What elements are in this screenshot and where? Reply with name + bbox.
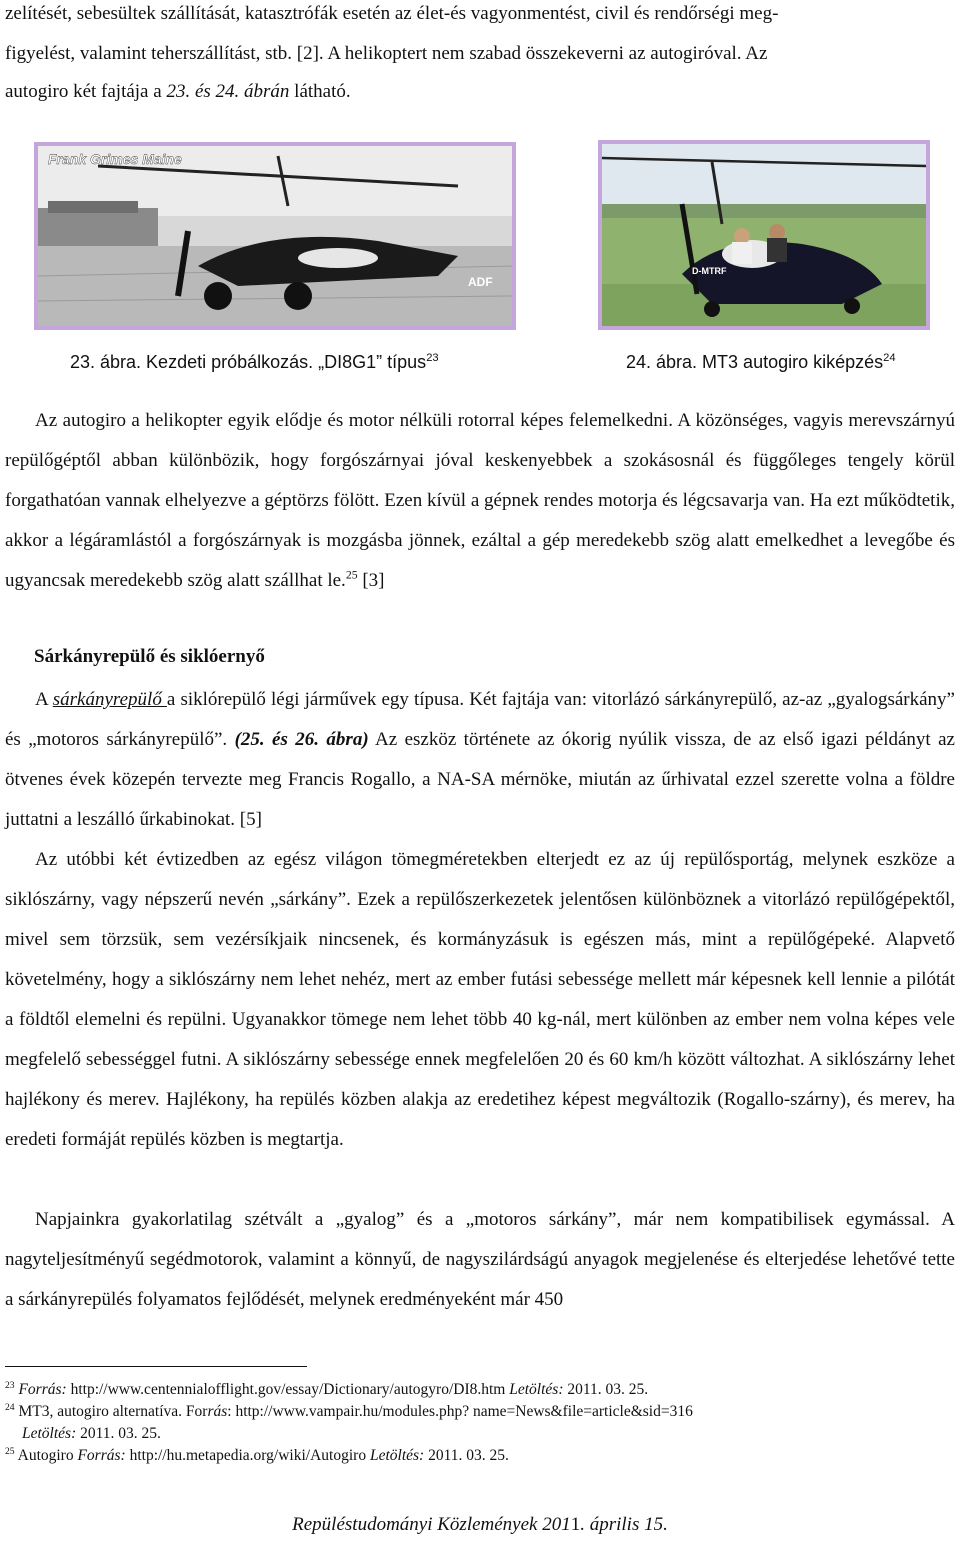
intro-line-2: figyelést, valamint teherszállítást, stb. [2]. A helikoptert nem szabad összekeverni az autogiróval. Az <box>5 43 768 64</box>
figure-24-image <box>598 140 930 330</box>
autogiro-di8g1-photo <box>38 146 512 326</box>
paragraph-napjainkra: Napjainkra gyakorlatilag szétvált a „gyalog” és a „motoros sárkány”, már nem kompatibilisek egymással. A nagyteljesítményű segédmotorok, valamint a könnyű, de nagyszilárdságú anyagok megjelenése és elterjedése lehetővé tette a sárkányrepülés folyamatos fejlődését, melynek eredményeként már 450 <box>5 1209 955 1310</box>
figure-reference: 23. és 24. ábrán <box>166 81 290 102</box>
figure-23-caption: 23. ábra. Kezdeti próbálkozás. „DI8G1” típus$^{23}$ <box>70 352 439 372</box>
paragraph-sarkanyrepulo: A sárkányrepülő a siklórepülő légi járművek egy típusa. Két fajtája van: vitorlázó sárkányrepülő, az-az „gyalogsárkány” és „motoros sárkányrepülő”. (25. és 26. ábra) Az eszköz története az ókorig nyúlik vissza, de az első igazi példányt az ötvenes évek közepén tervezte meg Francis Rogallo, a NA-SA mérnöke, miután az űrhivatal ezzel szerette volna a földre juttatni a leszálló űrkabinokat. [5] <box>5 689 955 830</box>
registration-plate: D-MTRF <box>692 266 727 276</box>
photo-logo: ADF <box>468 275 493 289</box>
footnote-25: $^{25}$ Autogiro Forrás: http://hu.metapedia.org/wiki/Autogiro Letöltés: 2011. 03. 25. <box>5 1445 509 1464</box>
figure-reference-25-26: (25. és 26. ábra) <box>234 729 369 750</box>
footnote-24: $^{24}$ MT3, autogiro alternatíva. Forrás: http://www.vampair.hu/modules.php? name=News&file=article&sid=316 <box>5 1401 693 1420</box>
photo-watermark: Frank Grimes Maine <box>48 151 182 167</box>
paragraph-autogiro: Az autogiro a helikopter egyik elődje és motor nélküli rotorral képes felemelkedni. A közönséges, vagyis merevszárnyú repülőgéptől abban különbözik, hogy forgószárnyai jóval keskenyebbek a szokásosnál és függőleges tengely körül forgathatóan vannak elhelyezve a géptörzs fölött. Ezen kívül a gépnek rendes motorja és légcsavarja van. Ha ezt működtetik, akkor a légáramlástól a forgószárnyak is mozgásba jönnek, ezáltal a gép meredekebb szög alatt emelkedhet a levegőbe és ugyancsak meredekebb szög alatt szállhat le.$^{25}$ [3] <box>5 410 955 591</box>
footnote-24-date: Letöltés: 2011. 03. 25. <box>22 1425 161 1442</box>
footnote-23-url[interactable]: http://www.centennialofflight.gov/essay/Dictionary/autogyro/DI8.htm <box>66 1381 510 1398</box>
sarkanyrepulo-link[interactable]: sárkányrepülő <box>52 689 167 710</box>
figure-23-image <box>34 142 516 330</box>
footnote-23: $^{23}$ Forrás: http://www.centennialofflight.gov/essay/Dictionary/autogyro/DI8.htm Letöltés: 2011. 03. 25. <box>5 1379 649 1398</box>
figure-24-caption: 24. ábra. MT3 autogiro kiképzés$^{24}$ <box>626 352 896 372</box>
footnote-separator <box>5 1366 307 1367</box>
autogiro-mt3-photo <box>602 144 926 326</box>
intro-line-1: zelítését, sebesültek szállítását, katasztrófák esetén az élet-és vagyonmentést, civil és rendőrségi meg- <box>5 3 779 24</box>
intro-line-3: autogiro két fajtája a 23. és 24. ábrán látható. <box>5 81 351 102</box>
page-footer: Repüléstudományi Közlemények 2011. április 15. <box>292 1514 668 1535</box>
section-heading: Sárkányrepülő és siklóernyő <box>34 646 265 667</box>
footnote-25-url[interactable]: http://hu.metapedia.org/wiki/Autogiro <box>125 1447 370 1464</box>
paragraph-sikloszarny: Az utóbbi két évtizedben az egész világon tömegméretekben elterjedt ez az új repülősportág, melynek eszköze a siklószárny, vagy népszerű nevén „sárkány”. Ezek a repülőszerkezetek jelentősen különböznek a vitorlázó repülőgépektől, mivel sem törzsük, sem vezérsíkjaik nincsenek, és kormányzásuk is egészen más, mint a repülőgépeké. Alapvető követelmény, hogy a siklószárny nem lehet nehéz, mert az ember futási sebessége mellett már képesnek kell lennie a pilótát a földtől elemelni és repülni. Ugyanakkor tömege nem lehet több 40 kg-nál, mert különben az ember nem volna képes vele megfelelő sebességgel futni. A siklószárny sebessége ennek megfelelően 20 és 60 km/h között változhat. A siklószárny lehet hajlékony és merev. Hajlékony, ha repülés közben alakja az eredetihez képest megváltozik (Rogallo-szárny), és merev, ha eredeti formáját repülés közben is megtartja. <box>5 849 955 1150</box>
footnote-24-url[interactable]: : http://www.vampair.hu/modules.php? name=News&file=article&sid=316 <box>227 1403 693 1420</box>
